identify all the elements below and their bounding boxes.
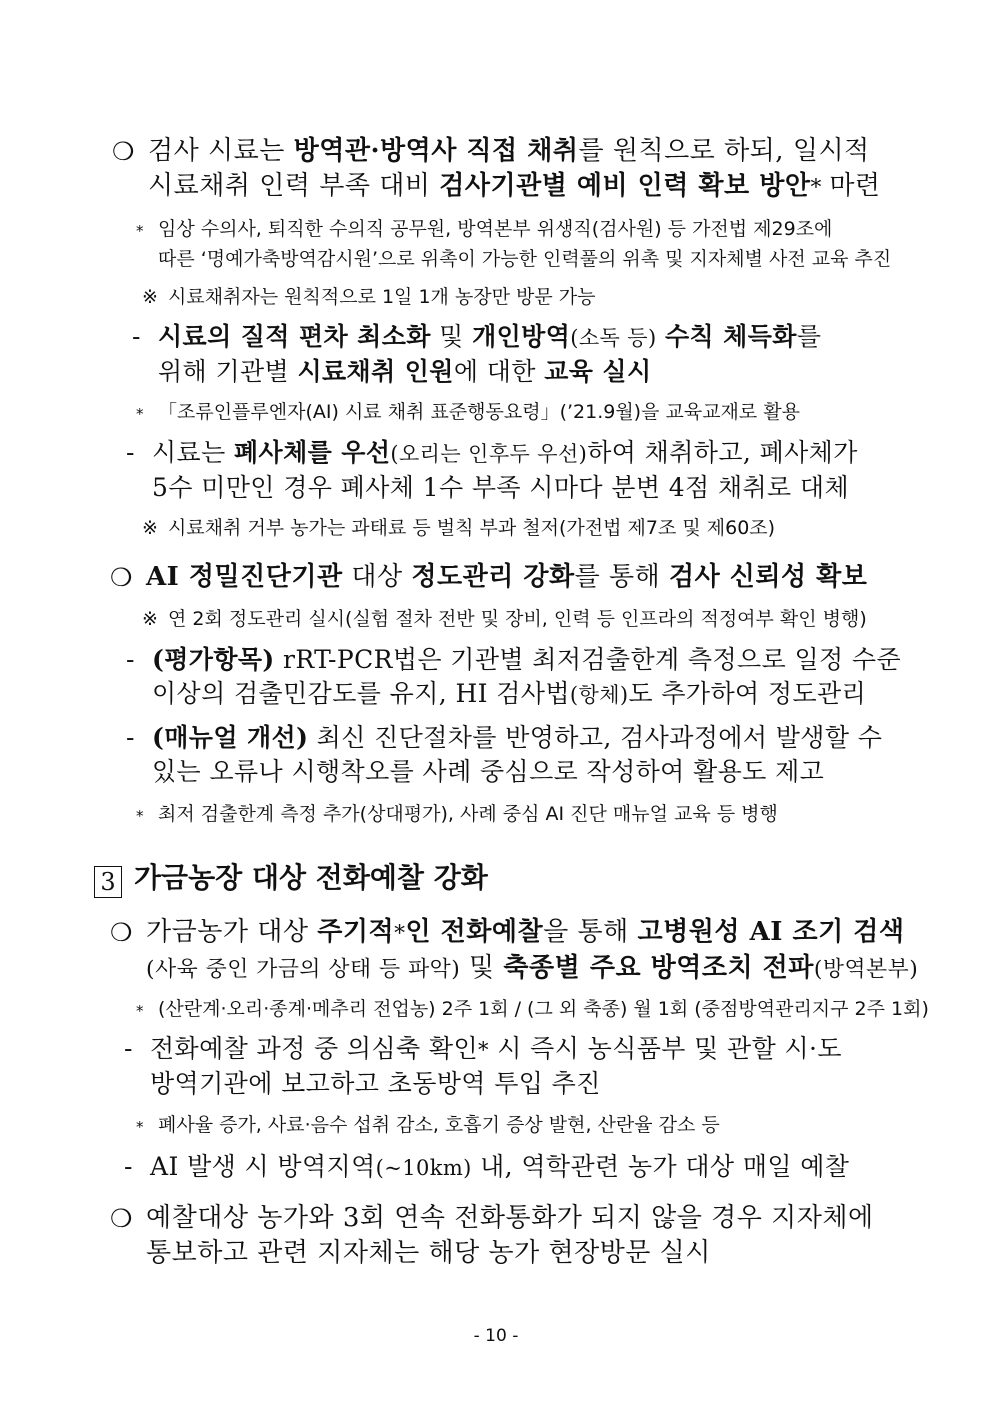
text-run: (항체) xyxy=(569,683,629,707)
p17-text xyxy=(158,1110,720,1140)
text-run: 내, 역학관련 농가 대상 매일 예찰 xyxy=(471,1152,850,1181)
text-run: 시료채취 거부 농가는 과태료 등 벌칙 부과 철저(가전법 제7조 및 제60조) xyxy=(168,517,776,539)
text-run: 가금농가 대상 xyxy=(146,917,318,947)
text-line xyxy=(148,169,881,205)
text-run: 교육 실시 xyxy=(544,357,652,386)
paragraph-p6 xyxy=(126,436,858,505)
text-run: 임상 수의사, 퇴직한 수의직 공무원, 방역본부 위생직(검사원) 등 가전법 제29조에 xyxy=(158,218,833,240)
text-run xyxy=(657,322,665,351)
p14-text xyxy=(146,915,918,987)
dash-marker: - xyxy=(126,645,135,674)
text-run: 정도관리 강화 xyxy=(411,562,575,592)
p4-text xyxy=(158,320,821,389)
text-run: 도 추가하여 정도관리 xyxy=(628,679,867,708)
ref-marker: ※ xyxy=(142,517,158,539)
paragraph-p7 xyxy=(142,513,776,543)
text-line xyxy=(150,1067,842,1101)
text-run: 시료채취 인력 부족 대비 xyxy=(148,171,440,201)
text-run: 검사기관별 예비 인력 확보 방안 xyxy=(439,171,811,201)
text-run: 개인방역 xyxy=(472,322,571,351)
text-run: 폐사율 증가, 사료·음수 섭취 감소, 호흡기 증상 발현, 산란율 감소 등 xyxy=(158,1114,720,1136)
text-run: 따른 ‘명예가축방역감시원’으로 위촉이 가능한 인력풀의 위촉 및 지자체별 사전 교육 추진 xyxy=(158,248,892,270)
text-run: (평가항목) xyxy=(152,645,275,674)
text-run: 시료채취 인원 xyxy=(297,357,454,386)
p6-text xyxy=(152,436,858,505)
text-line xyxy=(152,721,882,755)
paragraph-p1 xyxy=(112,134,881,205)
note-marker: * xyxy=(136,405,144,423)
bullet-marker: ❍ xyxy=(112,137,135,166)
text-run: 통보하고 관련 지자체는 해당 농가 현장방문 실시 xyxy=(146,1238,711,1268)
dash-marker: - xyxy=(126,723,135,752)
p3-text xyxy=(168,282,596,312)
text-run: 폐사체를 우선 xyxy=(234,438,391,467)
text-run: 방역관·방역사 직접 채취 xyxy=(293,136,579,166)
p7-text xyxy=(168,513,775,543)
note-marker: * xyxy=(136,807,144,825)
note-marker: * xyxy=(136,1118,144,1136)
paragraph-p9 xyxy=(142,604,867,634)
bullet-marker: ❍ xyxy=(110,563,133,592)
text-run: 시 즉시 농식품부 및 관할 시·도 xyxy=(488,1034,842,1063)
text-run: (매뉴얼 개선) xyxy=(152,723,309,752)
paragraph-p2 xyxy=(136,214,892,274)
text-run: 를 통해 xyxy=(574,562,669,592)
text-run: 있는 오류나 시행착오를 사례 중심으로 작성하여 활용도 제고 xyxy=(152,757,825,786)
text-run: (소독 등) xyxy=(570,326,657,350)
text-line xyxy=(150,1150,849,1185)
ref-marker: ※ xyxy=(142,286,158,308)
text-run: 대상 xyxy=(342,562,412,592)
paragraph-p15 xyxy=(136,994,929,1024)
text-run: 에 대한 xyxy=(453,357,545,386)
text-run: 시료는 xyxy=(152,438,234,467)
p11-text xyxy=(152,721,882,789)
bullet-marker: ❍ xyxy=(110,918,133,947)
text-run: 방역기관에 보고하고 초동방역 투입 추진 xyxy=(150,1069,601,1098)
text-run: (~10km) xyxy=(375,1156,472,1180)
dash-marker: - xyxy=(126,438,135,467)
text-run: 시료채취자는 원칙적으로 1일 1개 농장만 방문 가능 xyxy=(168,286,596,308)
text-run: 가금농장 대상 전화예찰 강화 xyxy=(134,861,488,894)
dash-marker: - xyxy=(132,322,141,351)
p10-text xyxy=(152,643,901,712)
p13-text xyxy=(134,861,488,894)
paragraph-p8 xyxy=(110,560,868,595)
text-line xyxy=(158,1110,720,1140)
ref-marker: ※ xyxy=(142,608,158,630)
paragraph-p19 xyxy=(110,1201,874,1271)
paragraph-p4 xyxy=(132,320,822,389)
paragraph-p11 xyxy=(126,721,883,789)
p1-text xyxy=(148,134,881,205)
section-heading xyxy=(94,860,488,898)
text-run: * xyxy=(810,175,830,200)
text-line xyxy=(168,282,596,312)
text-line xyxy=(158,244,891,274)
text-line xyxy=(158,799,778,829)
section-number-box: 3 xyxy=(94,866,122,898)
text-run: 시료의 질적 편차 최소화 xyxy=(158,322,431,351)
p15-text xyxy=(158,994,929,1024)
text-run: 수칙 체득화 xyxy=(664,322,797,351)
text-line xyxy=(152,755,882,789)
text-run: 를 원칙으로 하되, 일시적 xyxy=(578,136,870,166)
text-line xyxy=(168,513,775,543)
text-line xyxy=(146,1236,874,1271)
text-line xyxy=(146,915,918,951)
text-run: 5수 미만인 경우 폐사체 1수 부족 시마다 분변 4점 채취로 대체 xyxy=(152,473,850,502)
text-run: 마련 xyxy=(829,171,881,201)
text-run: 및 xyxy=(460,953,504,983)
text-run: 전화예찰 과정 중 의심축 확인 xyxy=(150,1034,478,1063)
text-line xyxy=(158,320,821,355)
text-run: * xyxy=(394,921,406,946)
text-line xyxy=(134,861,488,894)
dash-marker: - xyxy=(124,1034,133,1063)
paragraph-p12 xyxy=(136,799,778,829)
paragraph-p14 xyxy=(110,915,919,987)
paragraph-p17 xyxy=(136,1110,720,1140)
text-line xyxy=(148,134,881,169)
text-line xyxy=(152,677,901,712)
paragraph-p3 xyxy=(142,282,596,312)
text-run: 인 전화예찰 xyxy=(405,917,544,947)
text-line xyxy=(152,436,858,471)
text-run: 및 xyxy=(430,322,473,351)
text-run: * xyxy=(478,1038,489,1062)
note-marker: * xyxy=(136,222,144,240)
paragraph-p16 xyxy=(124,1032,842,1101)
page-number: - 10 - xyxy=(473,1326,519,1346)
text-run: 축종별 주요 방역조치 전파 xyxy=(503,953,814,983)
text-run: 를 xyxy=(796,322,822,351)
text-run: 예찰대상 농가와 3회 연속 전화통화가 되지 않을 경우 지자체에 xyxy=(146,1203,874,1233)
text-line xyxy=(146,1201,874,1236)
text-run: AI 발생 시 방역지역 xyxy=(150,1152,376,1181)
bullet-marker: ❍ xyxy=(110,1204,133,1233)
text-run: 이상의 검출민감도를 유지, HI 검사법 xyxy=(152,679,570,708)
text-run: (산란계·오리·종계·메추리 전업농) 2주 1회 / (그 외 축종) 월 1회 (중점방역관리지구 2주 1회) xyxy=(158,998,929,1020)
text-line xyxy=(152,643,901,677)
text-line xyxy=(158,397,800,427)
p9-text xyxy=(168,604,867,634)
text-run: AI 정밀진단기관 xyxy=(146,562,343,592)
p16-text xyxy=(150,1032,842,1101)
text-run: 고병원성 AI 조기 검색 xyxy=(637,917,905,947)
text-run: 주기적 xyxy=(317,917,395,947)
p5-text xyxy=(158,397,800,427)
text-line xyxy=(158,994,929,1024)
text-line xyxy=(158,214,891,244)
p8-text xyxy=(146,560,867,595)
text-run: rRT-PCR법은 기관별 최저검출한계 측정으로 일정 수준 xyxy=(274,645,902,674)
text-line xyxy=(158,355,821,389)
paragraph-p18 xyxy=(124,1150,850,1185)
text-run: 최저 검출한계 측정 추가(상대평가), 사례 중심 AI 진단 매뉴얼 교육 등 병행 xyxy=(158,803,778,825)
text-run: 을 통해 xyxy=(543,917,638,947)
text-line xyxy=(168,604,867,634)
paragraph-p10 xyxy=(126,643,902,712)
text-line xyxy=(152,471,858,505)
text-line xyxy=(146,951,918,987)
text-run: 검사 신뢰성 확보 xyxy=(669,562,868,592)
text-run: (사육 중인 가금의 상태 등 파악) xyxy=(146,957,461,982)
text-line xyxy=(150,1032,842,1067)
text-run: (오리는 인후두 우선) xyxy=(390,442,588,466)
p18-text xyxy=(150,1150,849,1185)
text-run: 위해 기관별 xyxy=(158,357,298,386)
dash-marker: - xyxy=(124,1152,133,1181)
text-line xyxy=(146,560,867,595)
text-run: 「조류인플루엔자(AI) 시료 채취 표준행동요령」(’21.9월)을 교육교재로 활용 xyxy=(158,401,800,423)
note-marker: * xyxy=(136,1002,144,1020)
text-run: (방역본부) xyxy=(813,957,919,982)
p19-text xyxy=(146,1201,874,1271)
text-run: 최신 진단절차를 반영하고, 검사과정에서 발생할 수 xyxy=(308,723,883,752)
text-run: 연 2회 정도관리 실시(실험 절차 전반 및 장비, 인력 등 인프라의 적정여부 확인 병행) xyxy=(168,608,867,630)
p12-text xyxy=(158,799,778,829)
text-run: 검사 시료는 xyxy=(148,136,294,166)
p2-text xyxy=(158,214,891,274)
text-run: 하여 채취하고, 폐사체가 xyxy=(587,438,858,467)
paragraph-p5 xyxy=(136,397,800,427)
